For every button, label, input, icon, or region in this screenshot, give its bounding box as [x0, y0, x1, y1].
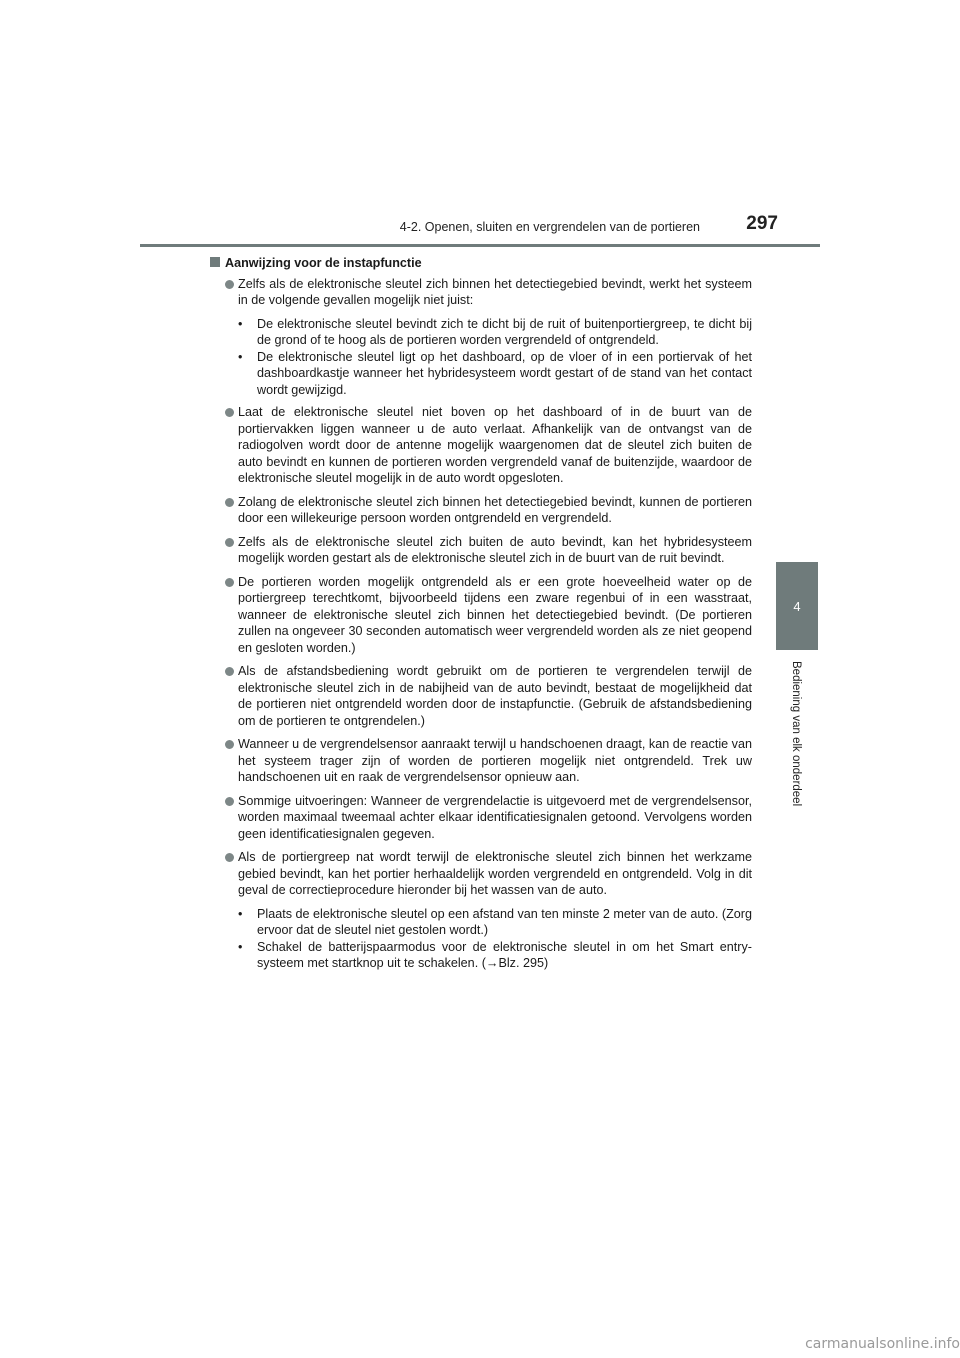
bullet-item — [210, 849, 752, 899]
sub-item-text: De elektronische sleutel ligt op het dashboard, op de vloer of in een portiervak of het dashboardkastje wanneer het hybridesysteem wordt gestart of de stand van het contact wordt gewijzigd. — [257, 349, 752, 397]
sub-item — [238, 349, 752, 399]
bullet-item — [210, 534, 752, 567]
dot-marker-icon: • — [238, 939, 243, 954]
circle-bullet-icon — [225, 280, 234, 289]
circle-bullet-icon — [225, 797, 234, 806]
sub-item-text: Schakel de batterijspaarmodus voor de elektronische sleutel in om het Smart entry-systeem met startknop uit te schakelen. (→Blz. 295) — [257, 939, 752, 970]
watermark: carmanualsonline.info — [805, 1336, 960, 1352]
bullet-text: De portieren worden mogelijk ontgrendeld als er een grote hoeveelheid water op de portiergreep terechtkomt, bijvoorbeeld tijdens een zware regenbui of in een wasstraat, wanneer de elektronische sleutel zich binnen het detectiegebied bevindt. (De portieren zullen na ongeveer 30 seconden automatisch weer vergrendeld worden als ze niet geopend en gesloten worden.) — [238, 574, 752, 655]
bullet-item — [210, 793, 752, 843]
bullet-item — [210, 663, 752, 729]
circle-bullet-icon — [225, 667, 234, 676]
bullet-text: Zelfs als de elektronische sleutel zich binnen het detectiegebied bevindt, werkt het systeem in de volgende gevallen mogelijk niet juist: — [238, 276, 752, 307]
header-rule — [140, 244, 820, 247]
sub-item — [238, 906, 752, 939]
bullet-text: Als de portiergreep nat wordt terwijl de elektronische sleutel zich binnen het werkzame gebied bevindt, kan het portier herhaaldelijk worden vergrendeld en ontgrendeld. Volg in dit geval de correctieprocedure hieronder bij het wassen van de auto. — [238, 850, 752, 897]
bullet-text: Zolang de elektronische sleutel zich binnen het detectiegebied bevindt, kunnen de portieren door een willekeurige persoon worden ontgrendeld en vergrendeld. — [238, 494, 752, 525]
page-number: 297 — [746, 213, 778, 234]
circle-bullet-icon — [225, 498, 234, 507]
content — [210, 255, 752, 978]
bullet-text: Sommige uitvoeringen: Wanneer de vergrendelactie is uitgevoerd met de vergrendelsensor, worden maximaal tweemaal achter elkaar identificatiesignalen getoond. Vervolgens worden geen identificatiesignalen gegeven. — [238, 793, 752, 841]
bullet-text: Wanneer u de vergrendelsensor aanraakt terwijl u handschoenen draagt, kan de reactie van het systeem trager zijn of worden de portieren mogelijk niet ontgrendeld. Trek uw handschoenen uit en raak de vergrendelsensor opnieuw aan. — [238, 737, 752, 784]
sub-item — [238, 939, 752, 972]
circle-bullet-icon — [225, 408, 234, 417]
bullet-item — [210, 404, 752, 487]
sub-item-text: De elektronische sleutel bevindt zich te dicht bij de ruit of buitenportiergreep, te dicht bij de grond of te hoog als de portieren worden vergrendeld of ontgrendeld. — [257, 316, 752, 347]
circle-bullet-icon — [225, 578, 234, 587]
dot-marker-icon: • — [238, 349, 243, 364]
sub-item-text: Plaats de elektronische sleutel op een afstand van ten minste 2 meter van de auto. (Zorg ervoor dat de sleutel niet gestolen wordt.) — [257, 906, 752, 937]
section-title — [210, 255, 752, 272]
circle-bullet-icon — [225, 853, 234, 862]
sub-item — [238, 316, 752, 349]
bullet-item — [210, 276, 752, 309]
square-bullet-icon — [210, 257, 220, 267]
dot-marker-icon: • — [238, 316, 243, 331]
dot-marker-icon: • — [238, 906, 243, 921]
bullet-text: Zelfs als de elektronische sleutel zich buiten de auto bevindt, kan het hybridesysteem mogelijk worden gestart als de elektronische sleutel zich in de buurt van de ruit bevindt. — [238, 534, 752, 565]
bullet-item — [210, 574, 752, 657]
bullet-item — [210, 494, 752, 527]
circle-bullet-icon — [225, 538, 234, 547]
bullet-text: Als de afstandsbediening wordt gebruikt om de portieren te vergrendelen terwijl de elektronische sleutel zich in de nabijheid van de auto bevindt, bestaat de mogelijkheid dat de portieren niet ontgrendeld worden door de instapfunctie. (Gebruik de afstandsbediening om de portieren te ontgrendelen.) — [238, 664, 752, 728]
bullet-text: Laat de elektronische sleutel niet boven op het dashboard of in de buurt van de portiervakken liggen wanneer u de auto verlaat. Afhankelijk van de ontvangst van de radiogolven wordt door de antenne mogelijk waargenomen dat de sleutel zich buiten de auto bevindt en kunnen de portieren worden vergrendeld vanaf de buitenzijde, waardoor de elektronische sleutel mogelijk in de auto wordt opgesloten. — [238, 405, 752, 485]
circle-bullet-icon — [225, 740, 234, 749]
chapter-label: Bediening van elk onderdeel — [790, 660, 802, 806]
header-title: 4-2. Openen, sluiten en vergrendelen van de portieren — [399, 220, 700, 234]
sub-list — [210, 316, 752, 399]
bullet-item — [210, 736, 752, 786]
chapter-tab[interactable]: 4 — [776, 562, 818, 650]
section-title-text: Aanwijzing voor de instapfunctie — [225, 256, 422, 270]
sub-list — [210, 906, 752, 972]
